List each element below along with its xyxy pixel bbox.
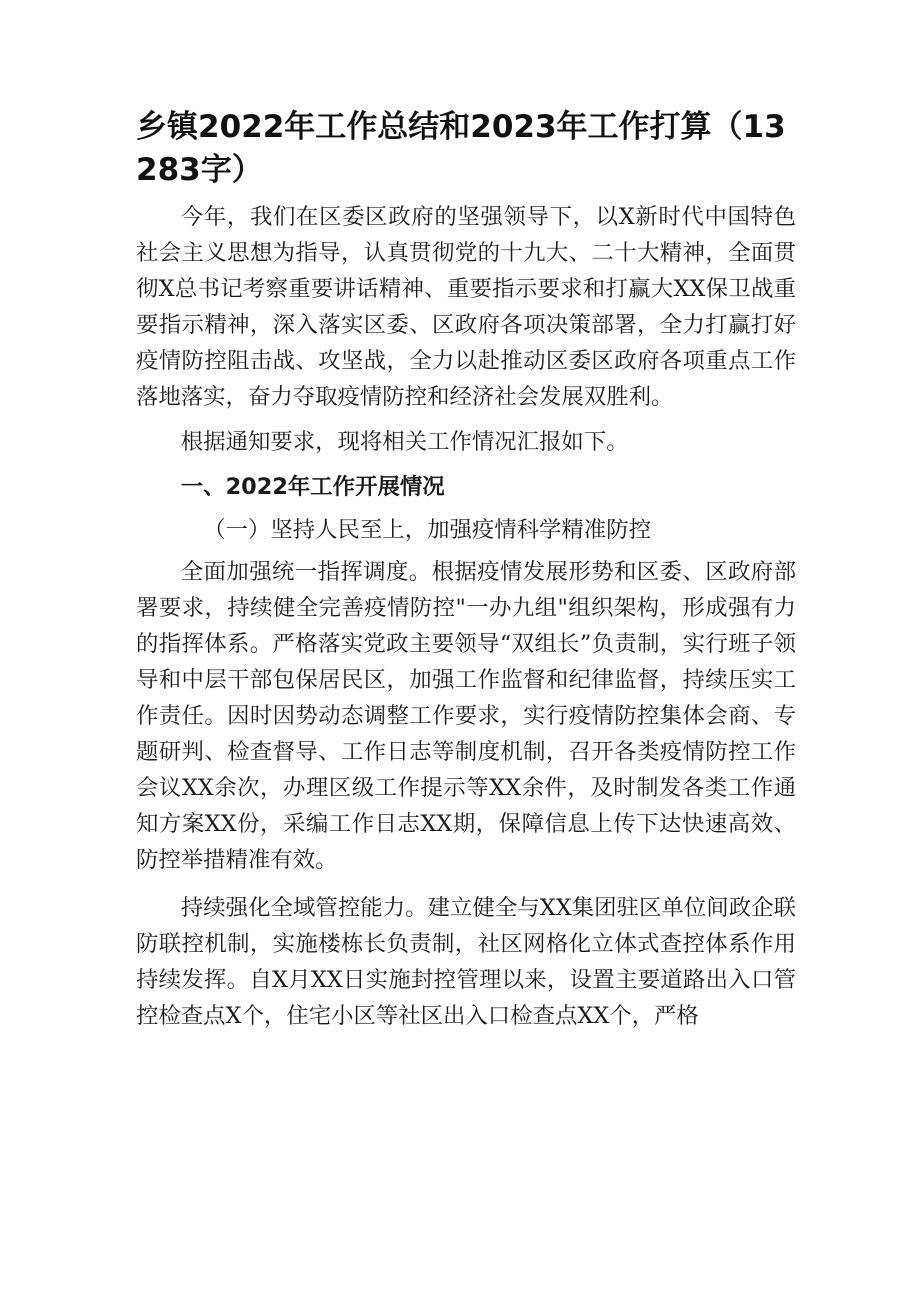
document-title: 乡镇2022年工作总结和2023年工作打算（13283字） <box>136 109 786 188</box>
intro-paragraph: 今年，我们在区委区政府的坚强领导下，以X新时代中国特色社会主义思想为指导，认真贯彻党的十九大、二十大精神，全面贯彻X总书记考察重要讲话精神、重要指示要求和打赢大XX保卫战重要指示精神，深入落实区委、区政府各项决策部署，全力打赢打好疫情防控阻击战、攻坚战，全力以赴推动区委区政府各项重点工作落地落实，奋力夺取疫情防控和经济社会发展双胜利。 <box>136 204 796 410</box>
document-body <box>136 199 796 1034</box>
section-heading: 一、2022年工作开展情况 <box>180 474 445 500</box>
body-paragraph: 持续强化全域管控能力。建立健全与XX集团驻区单位间政企联防联控机制，实施楼栋长负责制，社区网格化立体式查控体系作用持续发挥。自X月XX日实施封控管理以来，设置主要道路出入口管控检查点X个，住宅小区等社区出入口检查点XX个，严格 <box>136 895 796 1029</box>
subsection-heading: （一）坚持人民至上，加强疫情科学精准防控 <box>203 517 651 543</box>
body-paragraph: 全面加强统一指挥调度。根据疫情发展形势和区委、区政府部署要求，持续健全完善疫情防控"一办九组"组织架构，形成强有力的指挥体系。严格落实党政主要领导“双组长”负责制，实行班子领导和中层干部包保居民区，加强工作监督和纪律监督，持续压实工作责任。因时因势动态调整工作要求，实行疫情防控集体会商、专题研判、检查督导、工作日志等制度机制，召开各类疫情防控工作会议XX余次，办理区级工作提示等XX余件，及时制发各类工作通知方案XX份，采编工作日志XX期，保障信息上传下达快速高效、防控举措精准有效。 <box>136 559 796 873</box>
report-intro-paragraph: 根据通知要求，现将相关工作情况汇报如下。 <box>180 429 629 455</box>
